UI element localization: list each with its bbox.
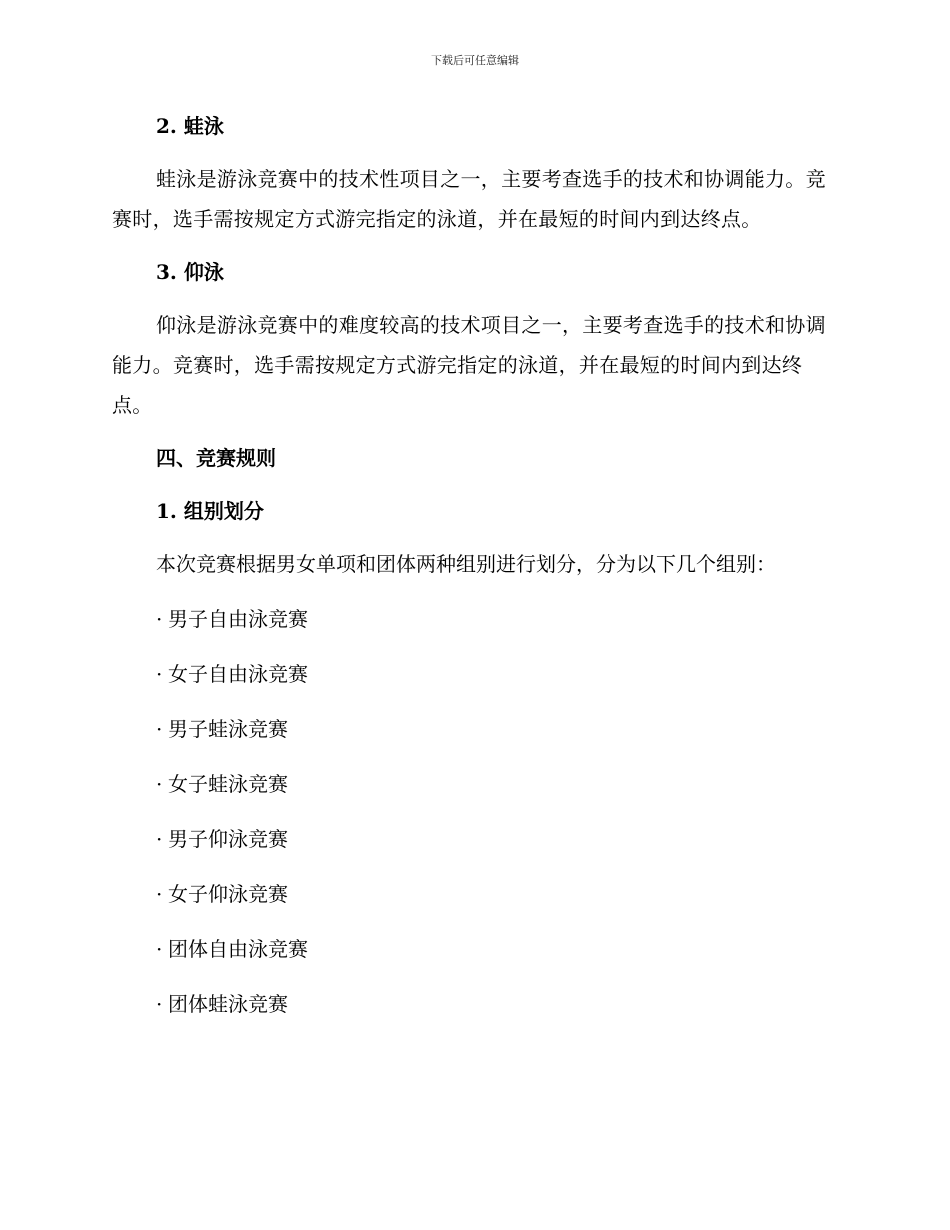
bullet-mark: · — [156, 992, 163, 1016]
list-item — [112, 819, 832, 859]
list-item — [112, 984, 832, 1024]
list-item-label: 女子自由泳竞赛 — [168, 662, 308, 686]
bullet-mark: · — [156, 607, 163, 631]
bullet-mark: · — [156, 717, 163, 741]
bullet-mark: · — [156, 937, 163, 961]
paragraph-group-intro: 本次竞赛根据男女单项和团体两种组别进行划分，分为以下几个组别： — [156, 552, 776, 576]
list-item-label: 男子蛙泳竞赛 — [168, 717, 288, 741]
bullet-mark: · — [156, 662, 163, 686]
heading-competition-rules: 四、竞赛规则 — [156, 446, 276, 470]
heading-group-division: 1. 组别划分 — [156, 499, 264, 523]
group-list — [112, 599, 832, 1024]
heading-backstroke: 3. 仰泳 — [156, 260, 224, 284]
list-item — [112, 764, 832, 804]
list-item-label: 团体蛙泳竞赛 — [168, 992, 288, 1016]
list-item — [112, 654, 832, 694]
paragraph-breaststroke: 蛙泳是游泳竞赛中的技术性项目之一，主要考查选手的技术和协调能力。竞赛时，选手需按规定方式游完指定的泳道，并在最短的时间内到达终点。 — [112, 167, 826, 231]
heading-breaststroke: 2. 蛙泳 — [156, 114, 224, 138]
list-item-label: 男子仰泳竞赛 — [168, 827, 288, 851]
list-item-label: 男子自由泳竞赛 — [168, 607, 308, 631]
bullet-mark: · — [156, 882, 163, 906]
list-item-label: 女子仰泳竞赛 — [168, 882, 288, 906]
paragraph-backstroke: 仰泳是游泳竞赛中的难度较高的技术项目之一，主要考查选手的技术和协调能力。竞赛时，选手需按规定方式游完指定的泳道，并在最短的时间内到达终点。 — [112, 313, 826, 417]
bullet-mark: · — [156, 827, 163, 851]
page-header: 下载后可任意编辑 — [431, 54, 519, 67]
list-item-label: 团体自由泳竞赛 — [168, 937, 308, 961]
list-item-label: 女子蛙泳竞赛 — [168, 772, 288, 796]
list-item — [112, 599, 832, 639]
bullet-mark: · — [156, 772, 163, 796]
list-item — [112, 709, 832, 749]
list-item — [112, 874, 832, 914]
document-body — [112, 106, 832, 1039]
list-item — [112, 929, 832, 969]
